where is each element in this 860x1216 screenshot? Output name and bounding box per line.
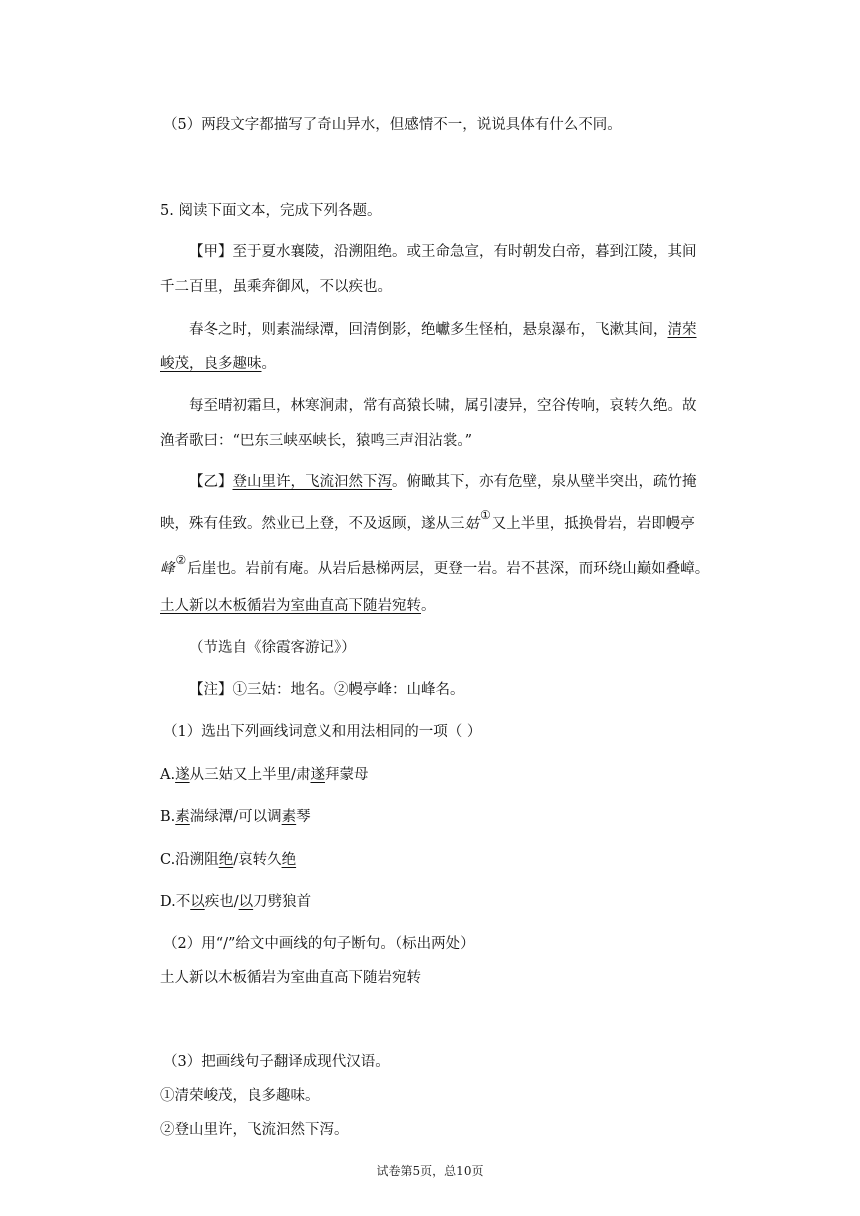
passage-jia-p2-line1 <box>189 320 697 340</box>
underlined-text: 土人新以木板循岩为室曲直高下随岩宛转 <box>160 598 421 614</box>
text: B. <box>160 809 176 825</box>
tag: 【乙】 <box>189 474 233 490</box>
text: 疾也/ <box>204 894 239 910</box>
text: 从三姑又上半里/肃 <box>189 767 311 783</box>
underlined-word: 以 <box>238 894 254 910</box>
underlined-word: 遂 <box>175 767 190 783</box>
text: 后崖也。岩前有庵。从岩后悬梯两层，更登一岩。岩不甚深，而环绕山巅如叠嶂。 <box>187 561 710 577</box>
text: 。 <box>261 356 276 372</box>
underlined-word: 素 <box>175 809 190 825</box>
text: 。俯瞰其下，亦有危壁，泉从壁半突出，疏竹掩 <box>392 474 697 490</box>
question-5-title: 5. 阅读下面文本，完成下列各题。 <box>160 203 382 219</box>
question-1-stem: （1）选出下列画线词意义和用法相同的一项（ ） <box>163 724 482 740</box>
option-a[interactable] <box>160 765 368 785</box>
passage-jia-p2-line2 <box>160 354 276 374</box>
question-5-part-5: （5）两段文字都描写了奇山异水，但感情不一，说说具体有什么不同。 <box>163 117 622 133</box>
passage-yi-line3 <box>160 553 710 579</box>
underlined-word: 素 <box>281 809 297 825</box>
passage-jia-p3-line2: 渔者歌曰：“巴东三峡巫峡长，猿鸣三声泪沾裳。” <box>160 433 473 449</box>
text: C.沿溯阻 <box>160 852 219 868</box>
text: 又上半里，抵换骨岩，岩即幔亭 <box>491 516 695 532</box>
underlined-word: 遂 <box>310 767 325 783</box>
underlined-text: 登山里许，飞流汩然下泻 <box>232 474 392 490</box>
question-2-sentence: 土人新以木板循岩为室曲直高下随岩宛转 <box>160 970 421 986</box>
underlined-word: 绝 <box>218 852 234 868</box>
question-3-item-2: ②登山里许，飞流汩然下泻。 <box>160 1122 349 1138</box>
page-footer: 试卷第5页，总10页 <box>376 1164 484 1178</box>
text: 春冬之时，则素湍绿潭，回清倒影，绝巘多生怪柏，悬泉瀑布，飞漱其间， <box>189 322 668 338</box>
text: 刀劈狼首 <box>253 894 312 910</box>
option-b[interactable] <box>160 807 311 827</box>
question-3-stem: （3）把画线句子翻译成现代汉语。 <box>163 1054 390 1070</box>
passage-jia-p1-line2: 千二百里，虽乘奔御风，不以疾也。 <box>160 279 392 295</box>
underlined-word: 以 <box>190 894 205 910</box>
question-2-stem: （2）用“/”给文中画线的句子断句。（标出两处） <box>163 936 475 952</box>
passage-yi-line2 <box>160 508 695 534</box>
text: 湍绿潭/可以调 <box>189 809 282 825</box>
text: 拜蒙母 <box>324 767 369 783</box>
text: 映，殊有佳致。然业已上登，不及返顾，遂从三 <box>160 516 465 532</box>
question-3-item-1: ①清荣峻茂，良多趣味。 <box>160 1088 320 1104</box>
underlined-text: 峻茂，良多趣味 <box>160 356 262 372</box>
option-d[interactable] <box>160 892 311 912</box>
italic-char: 峰 <box>160 561 175 577</box>
source-citation: （节选自《徐霞客游记》） <box>189 640 356 656</box>
text: 。 <box>421 598 436 614</box>
text: 琴 <box>296 809 311 825</box>
text: A. <box>160 767 176 783</box>
annotation-note: 【注】①三姑：地名。②幔亭峰：山峰名。 <box>189 682 465 698</box>
passage-yi-line1 <box>189 472 697 492</box>
footnote-marker: ② <box>175 553 187 567</box>
text: /哀转久 <box>233 852 282 868</box>
italic-char: 姑 <box>464 516 479 532</box>
underlined-word: 绝 <box>281 852 297 868</box>
passage-jia-p3-line1: 每至晴初霜旦，林寒涧肃，常有高猿长啸，属引凄异，空谷传响，哀转久绝。故 <box>189 398 697 414</box>
passage-jia-p1-line1: 【甲】至于夏水襄陵，沿溯阻绝。或王命急宣，有时朝发白帝，暮到江陵，其间 <box>189 244 697 260</box>
text: D.不 <box>160 894 191 910</box>
passage-yi-line4 <box>160 596 436 616</box>
option-c[interactable] <box>160 850 296 870</box>
underlined-text: 清荣 <box>667 322 697 338</box>
footnote-marker: ① <box>480 508 491 522</box>
